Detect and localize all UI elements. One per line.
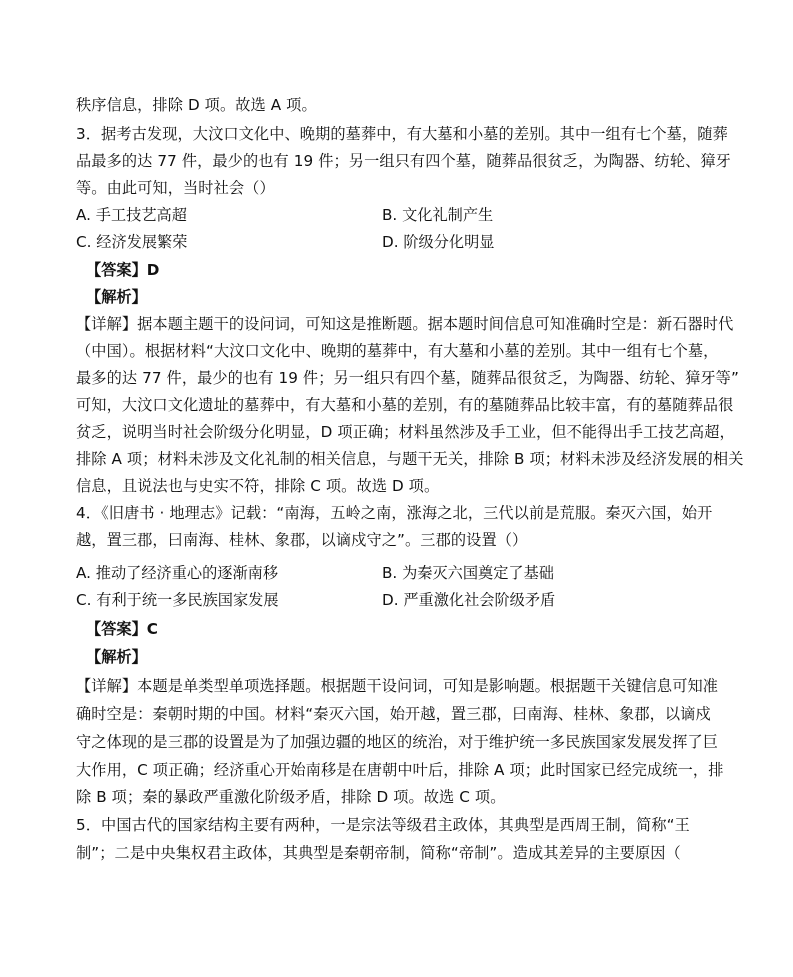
q4-detail-line-2: 确时空是：秦朝时期的中国。材料“秦灭六国，始开越，置三郡，曰南海、桂林、象郡，以谪戍 — [76, 705, 711, 723]
q3-stem-line-3: 等。由此可知，当时社会（） — [76, 179, 275, 197]
q4-answer: 【答案】C — [86, 620, 158, 638]
q4-option-d: D. 严重激化社会阶级矛盾 — [382, 591, 556, 609]
q3-detail-line-2: （中国）。根据材料“大汶口文化中、晚期的墓葬中，有大墓和小墓的差别。其中一组有七个墓， — [76, 342, 719, 360]
q4-option-b: B. 为秦灭六国奠定了基础 — [382, 564, 554, 582]
q4-detail-line-1: 【详解】本题是单类型单项选择题。根据题干设问词，可知是影响题。根据题干关键信息可知准 — [76, 677, 719, 695]
q4-detail-line-5: 除 B 项；秦的暴政严重激化阶级矛盾，排除 D 项。故选 C 项。 — [76, 788, 506, 806]
q3-detail-line-5: 贫乏，说明当时社会阶级分化明显，D 项正确；材料虽然涉及手工业，但不能得出手工技艺高超， — [76, 423, 735, 441]
q3-detail-line-1: 【详解】据本题主题干的设问词，可知这是推断题。据本题时间信息可知准确时空是：新石器时代 — [76, 315, 734, 333]
q3-analysis-label: 【解析】 — [86, 288, 147, 306]
q3-stem-line-1: 3．据考古发现，大汶口文化中、晚期的墓葬中，有大墓和小墓的差别。其中一组有七个墓，随葬 — [76, 125, 728, 143]
q3-option-d: D. 阶级分化明显 — [382, 233, 495, 251]
q3-detail-line-6: 排除 A 项；材料未涉及文化礼制的相关信息，与题干无关，排除 B 项；材料未涉及经济发展的相关 — [76, 450, 744, 468]
q4-detail-line-3: 守之体现的是三郡的设置是为了加强边疆的地区的统治，对于维护统一多民族国家发展发挥了巨 — [76, 733, 719, 751]
q4-option-a: A. 推动了经济重心的逐渐南移 — [76, 564, 279, 582]
q3-detail-line-7: 信息，且说法也与史实不符，排除 C 项。故选 D 项。 — [76, 477, 440, 495]
q4-stem-line-2: 越，置三郡，曰南海、桂林、象郡，以谪戍守之”。三郡的设置（） — [76, 531, 528, 549]
intro-text: 秩序信息，排除 D 项。故选 A 项。 — [76, 96, 317, 114]
q3-answer: 【答案】D — [86, 261, 160, 279]
q4-analysis-label: 【解析】 — [86, 648, 147, 666]
q3-detail-line-3: 最多的达 77 件，最少的也有 19 件；另一组只有四个墓，随葬品很贫乏，为陶器、纺轮、獐牙等” — [76, 369, 739, 387]
q3-option-b: B. 文化礼制产生 — [382, 206, 494, 224]
q3-stem-line-2: 品最多的达 77 件，最少的也有 19 件；另一组只有四个墓，随葬品很贫乏，为陶器、纺轮、獐牙 — [76, 152, 731, 170]
q4-option-c: C. 有利于统一多民族国家发展 — [76, 591, 279, 609]
q4-stem-line-1: 4．《旧唐书 · 地理志》记载：“南海，五岭之南，涨海之北，三代以前是荒服。秦灭六国，始开 — [76, 504, 713, 522]
q5-stem-line-1: 5．中国古代的国家结构主要有两种，一是宗法等级君主政体，其典型是西周王制，简称“王 — [76, 816, 690, 834]
q3-option-c: C. 经济发展繁荣 — [76, 233, 188, 251]
q3-detail-line-4: 可知，大汶口文化遗址的墓葬中，有大墓和小墓的差别，有的墓随葬品比较丰富，有的墓随葬品很 — [76, 396, 734, 414]
q3-option-a: A. 手工技艺高超 — [76, 206, 187, 224]
q5-stem-line-2: 制”；二是中央集权君主政体，其典型是秦朝帝制，简称“帝制”。造成其差异的主要原因（ — [76, 844, 681, 862]
q4-detail-line-4: 大作用，C 项正确；经济重心开始南移是在唐朝中叶后，排除 A 项；此时国家已经完成统一，排 — [76, 761, 724, 779]
